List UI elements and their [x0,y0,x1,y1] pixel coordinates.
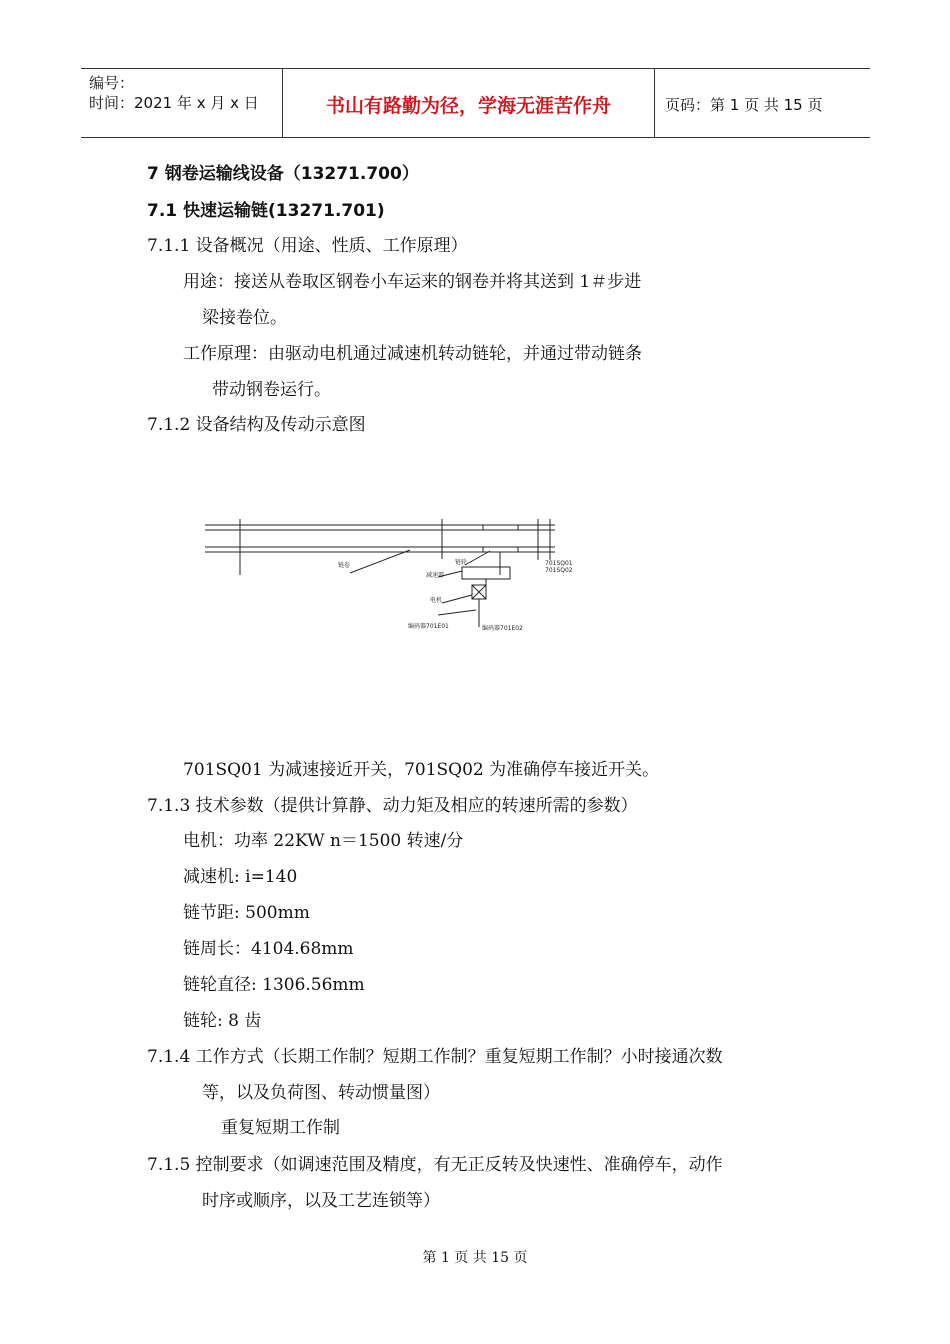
use-line-2: 梁接卷位。 [202,308,287,328]
transmission-diagram [200,515,600,640]
section-title: 7 钢卷运输线设备（13271.700） [147,164,419,184]
header-page-info: 页码：第 1 页 共 15 页 [665,96,823,114]
heading-7-1-4: 7.1.4 工作方式（长期工作制？短期工作制？重复短期工作制？小时接通次数 [147,1047,723,1067]
label-reducer: 减速器 [426,572,445,579]
label-encoder-2: 编码器701E02 [482,625,523,632]
label-encoder-1: 编码器701E01 [408,623,449,630]
heading-7-1-4-cont: 等，以及负荷图、转动惯量图） [202,1083,440,1103]
heading-7-1-5-cont: 时序或顺序，以及工艺连锁等） [202,1191,440,1211]
header-meta [81,69,281,137]
page-footer: 第 1 页 共 15 页 [422,1250,528,1266]
date-label: 时间：2021 年 x 月 x 日 [89,94,259,112]
principle-line-2: 带动钢卷运行。 [212,380,331,400]
param-pitch: 链节距: 500mm [183,903,310,923]
label-motor: 电机 [430,597,443,604]
code-label: 编号： [89,74,135,92]
heading-7-1-2: 7.1.2 设备结构及传动示意图 [147,415,366,435]
param-reducer: 减速机: i=140 [183,867,298,887]
subsection-title: 7.1 快速运输链(13271.701) [147,201,385,221]
principle-line-1: 工作原理：由驱动电机通过减速机转动链轮，并通过带动链条 [183,344,642,364]
param-perimeter: 链周长：4104.68mm [183,939,354,959]
page-header [81,68,870,138]
sq-note: 701SQ01 为减速接近开关，701SQ02 为准确停车接近开关。 [183,760,660,780]
param-diameter: 链轮直径: 1306.56mm [183,975,365,995]
param-motor: 电机：功率 22KW n＝1500 转速/分 [183,831,464,851]
param-teeth: 链轮: 8 齿 [183,1011,262,1031]
heading-7-1-5: 7.1.5 控制要求（如调速范围及精度，有无正反转及快速性、准确停车，动作 [147,1155,723,1175]
heading-7-1-1: 7.1.1 设备概况（用途、性质、工作原理） [147,236,468,256]
label-sprocket: 链轮 [455,559,468,566]
use-line-1: 用途：接送从卷取区钢卷小车运来的钢卷并将其送到 1＃步进 [183,272,642,292]
label-sq-switches: 701SQ01 701SQ02 [545,560,573,574]
header-divider [654,69,655,137]
header-motto: 书山有路勤为径，学海无涯苦作舟 [325,95,611,117]
work-mode: 重复短期工作制 [221,1118,340,1138]
heading-7-1-3: 7.1.3 技术参数（提供计算静、动力矩及相应的转速所需的参数） [147,796,638,816]
label-coil: 链卷 [338,562,351,569]
